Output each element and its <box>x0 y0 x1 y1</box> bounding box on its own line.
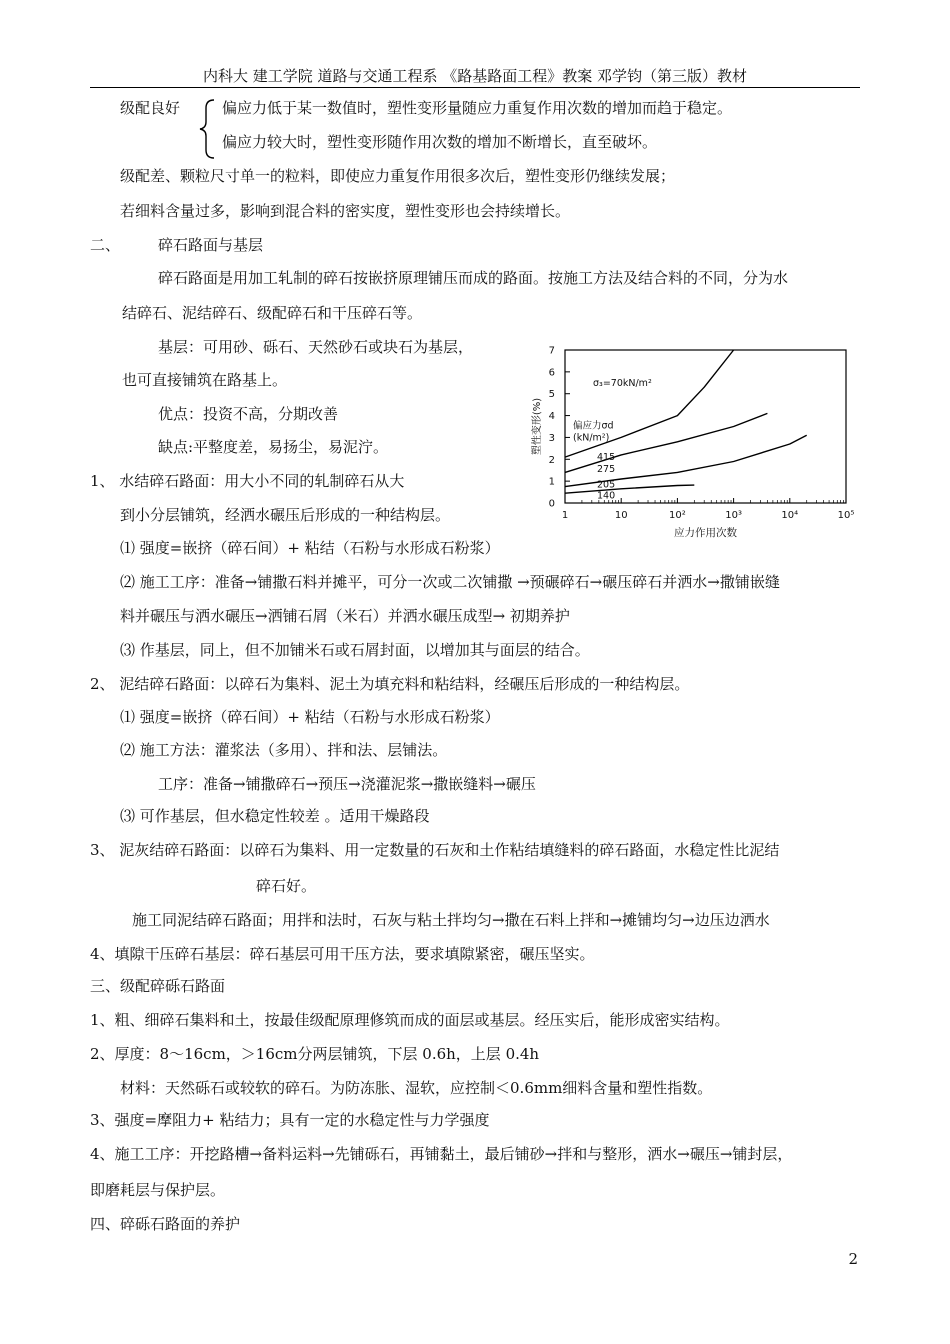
text-line: 级配良好 <box>120 99 181 117</box>
x-tick-label: 10⁵ <box>837 510 855 521</box>
y-tick-label: 0 <box>548 498 555 510</box>
y-tick-label: 3 <box>548 432 555 444</box>
text-line: 到小分层铺筑，经洒水碾压后形成的一种结构层。 <box>120 506 451 524</box>
text-line: 2、厚度：8～16cm，＞16cm分两层铺筑，下层 0.6h，上层 0.4h <box>90 1045 540 1063</box>
text-line: 3、强度=摩阻力+ 粘结力；具有一定的水稳定性与力学强度 <box>90 1111 490 1129</box>
section-title: 三、级配碎砾石路面 <box>90 977 226 995</box>
text-line: 也可直接铺筑在路基上。 <box>122 371 288 389</box>
series-line-140 <box>565 485 694 493</box>
text-line: ⑵ 施工工序：准备→铺撒石料并摊平，可分一次或二次铺撒 →预碾碎石→碾压碎石并洒水→撒铺嵌缝 <box>120 573 780 591</box>
text-line: 2、 泥结碎石路面：以碎石为集料、泥土为填充料和粘结料，经碾压后形成的一种结构层。 <box>90 675 690 693</box>
y-tick-label: 2 <box>548 454 555 466</box>
chart-annotation: σ₃=70kN/m² <box>593 377 652 389</box>
text-line: 1、 水结碎石路面：用大小不同的轧制碎石从大 <box>90 472 405 490</box>
text-line: 若细料含量过多，影响到混合料的密实度，塑性变形也会持续增长。 <box>120 202 571 220</box>
y-axis-title: 塑性变形(%) <box>532 397 543 456</box>
text-line: 即磨耗层与保护层。 <box>90 1181 226 1199</box>
page-header: 内科大 建工学院 道路与交通工程系 《路基路面工程》教案 邓学钧（第三版）教材 <box>202 67 748 85</box>
text-line: ⑶ 作基层，同上，但不加铺米石或石屑封面，以增加其与面层的结合。 <box>120 641 590 659</box>
section-title: 四、碎砾石路面的养护 <box>90 1215 241 1233</box>
y-tick-label: 4 <box>548 411 555 423</box>
chart-annotation: 偏应力σd <box>573 420 614 432</box>
y-tick-label: 5 <box>548 389 555 401</box>
series-label: 275 <box>597 464 616 476</box>
text-line: 碎石好。 <box>256 877 317 895</box>
page-number: 2 <box>848 1250 858 1268</box>
y-tick-label: 6 <box>548 367 555 379</box>
series-label: 415 <box>597 452 616 464</box>
text-line: 基层：可用砂、砾石、天然砂石或块石为基层， <box>158 338 474 356</box>
text-line: 3、 泥灰结碎石路面：以碎石为集料、用一定数量的石灰和土作粘结填缝料的碎石路面，水稳定性比泥结 <box>90 841 780 859</box>
text-line: 材料：天然砾石或较软的碎石。为防冻胀、湿软，应控制＜0.6mm细料含量和塑性指数。 <box>120 1079 713 1097</box>
text-line: 4、施工工序：开挖路槽→备料运料→先铺砾石，再铺黏土，最后铺砂→拌和与整形，洒水→碾压→铺封层， <box>90 1145 793 1163</box>
x-tick-label: 10³ <box>725 510 742 521</box>
y-tick-label: 7 <box>548 345 555 357</box>
text-line: ⑴ 强度=嵌挤（碎石间）+ 粘结（石粉与水形成石粉浆） <box>120 539 500 557</box>
text-line: 结碎石、泥结碎石、级配碎石和干压碎石等。 <box>122 304 423 322</box>
chart-annotation: (kN/m²) <box>573 432 610 444</box>
text-line: 工序：准备→铺撒碎石→预压→浇灌泥浆→撒嵌缝料→碾压 <box>158 775 536 793</box>
y-tick-label: 1 <box>548 476 555 488</box>
text-line: 优点：投资不高，分期改善 <box>158 405 339 423</box>
text-line: 偏应力较大时，塑性变形随作用次数的增加不断增长，直至破坏。 <box>222 133 658 151</box>
x-tick-label: 10⁴ <box>781 510 799 521</box>
section-title: 碎石路面与基层 <box>158 236 264 254</box>
text-line: 1、粗、细碎石集料和土，按最佳级配原理修筑而成的面层或基层。经压实后，能形成密实结构。 <box>90 1011 730 1029</box>
section-number: 二、 <box>90 236 121 254</box>
plastic-deformation-chart <box>528 340 858 540</box>
text-line: 偏应力低于某一数值时，塑性变形量随应力重复作用次数的增加而趋于稳定。 <box>222 99 733 117</box>
curly-brace <box>196 98 218 160</box>
series-label: 205 <box>597 479 616 491</box>
text-line: 碎石路面是用加工轧制的碎石按嵌挤原理铺压而成的路面。按施工方法及结合料的不同，分为水 <box>158 269 789 287</box>
header-rule <box>90 87 860 88</box>
text-line: 缺点:平整度差，易扬尘，易泥泞。 <box>158 438 389 456</box>
x-tick-label: 1 <box>561 510 569 521</box>
text-line: ⑵ 施工方法：灌浆法（多用）、拌和法、层铺法。 <box>120 741 448 759</box>
text-line: 4、填隙干压碎石基层：碎石基层可用干压方法，要求填隙紧密，碾压坚实。 <box>90 945 595 963</box>
text-line: ⑶ 可作基层，但水稳定性较差 。适用干燥路段 <box>120 807 430 825</box>
text-line: 料并碾压与洒水碾压→洒铺石屑（米石）并洒水碾压成型→ 初期养护 <box>120 607 570 625</box>
text-line: ⑴ 强度=嵌挤（碎石间）+ 粘结（石粉与水形成石粉浆） <box>120 708 500 726</box>
text-line: 施工同泥结碎石路面；用拌和法时，石灰与粘土拌均匀→撒在石料上拌和→摊铺均匀→边压边洒水 <box>132 911 770 929</box>
x-axis-title: 应力作用次数 <box>674 527 737 539</box>
text-line: 级配差、颗粒尺寸单一的粒料，即使应力重复作用很多次后，塑性变形仍继续发展； <box>120 167 676 185</box>
series-label: 140 <box>597 490 616 502</box>
x-tick-label: 10² <box>669 510 686 521</box>
x-tick-label: 10 <box>614 510 628 521</box>
